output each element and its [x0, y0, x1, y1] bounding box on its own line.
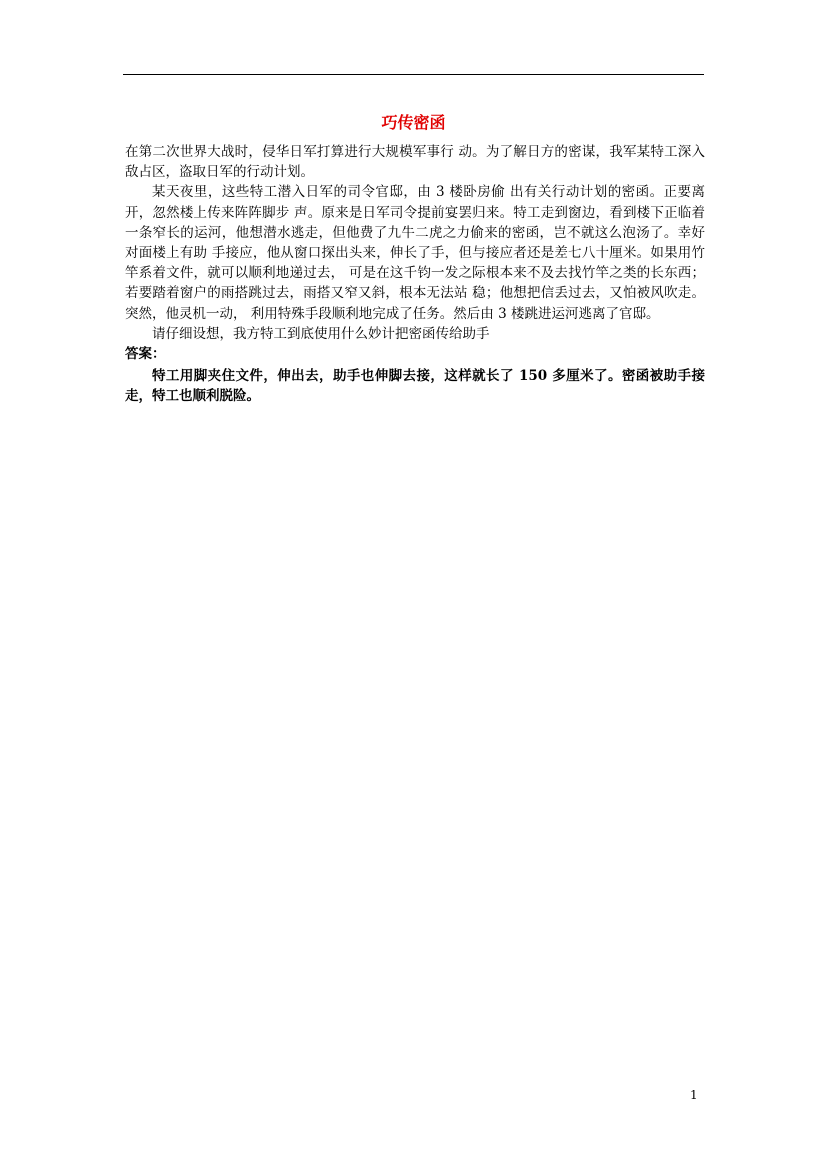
answer-label: 答案： — [125, 346, 166, 363]
paragraph-intro: 在第二次世界大战时，侵华日军打算进行大规模军事行 动。为了解日方的密谋，我军某特工深入敌占区，盗取日军的行动计划。 — [125, 144, 705, 181]
paragraph-question: 请仔细设想，我方特工到底使用什么妙计把密函传给助手 — [152, 325, 490, 342]
page-number: 1 — [690, 1088, 698, 1102]
answer-text: 特工用脚夹住文件，伸出去，助手也伸脚去接，这样就长了 150 多厘米了。密函被助手接走，特工也顺利脱险。 — [125, 368, 705, 405]
paragraph-story: 某天夜里，这些特工潜入日军的司令官邸，由 3 楼卧房偷 出有关行动计划的密函。正要离开，忽然楼上传来阵阵脚步 声。原来是日军司令提前宴罢归来。特工走到窗边，看到楼下正临着一条窄长的运河，他想潜水逃走，但他费了九牛二虎之力偷来的密函，岂不就这么泡汤了。幸好对面楼上有助 手接应，他从窗口探出头来，伸长了手，但与接应者还是差七八十厘米。如果用竹竿系着文件，就可以顺利地递过去， 可是在这千钧一发之际根本来不及去找竹竿之类的长东西；若要踏着窗户的雨搭跳过去，雨搭又窄又斜，根本无法站 稳；他想把信丢过去，又怕被风吹走。突然，他灵机一动， 利用特殊手段顺利地完成了任务。然后由 3 楼跳进运河逃离了官邸。 — [125, 184, 705, 322]
document-title: 巧传密函 — [381, 113, 446, 132]
document-body — [125, 142, 705, 407]
header-rule — [123, 74, 704, 75]
